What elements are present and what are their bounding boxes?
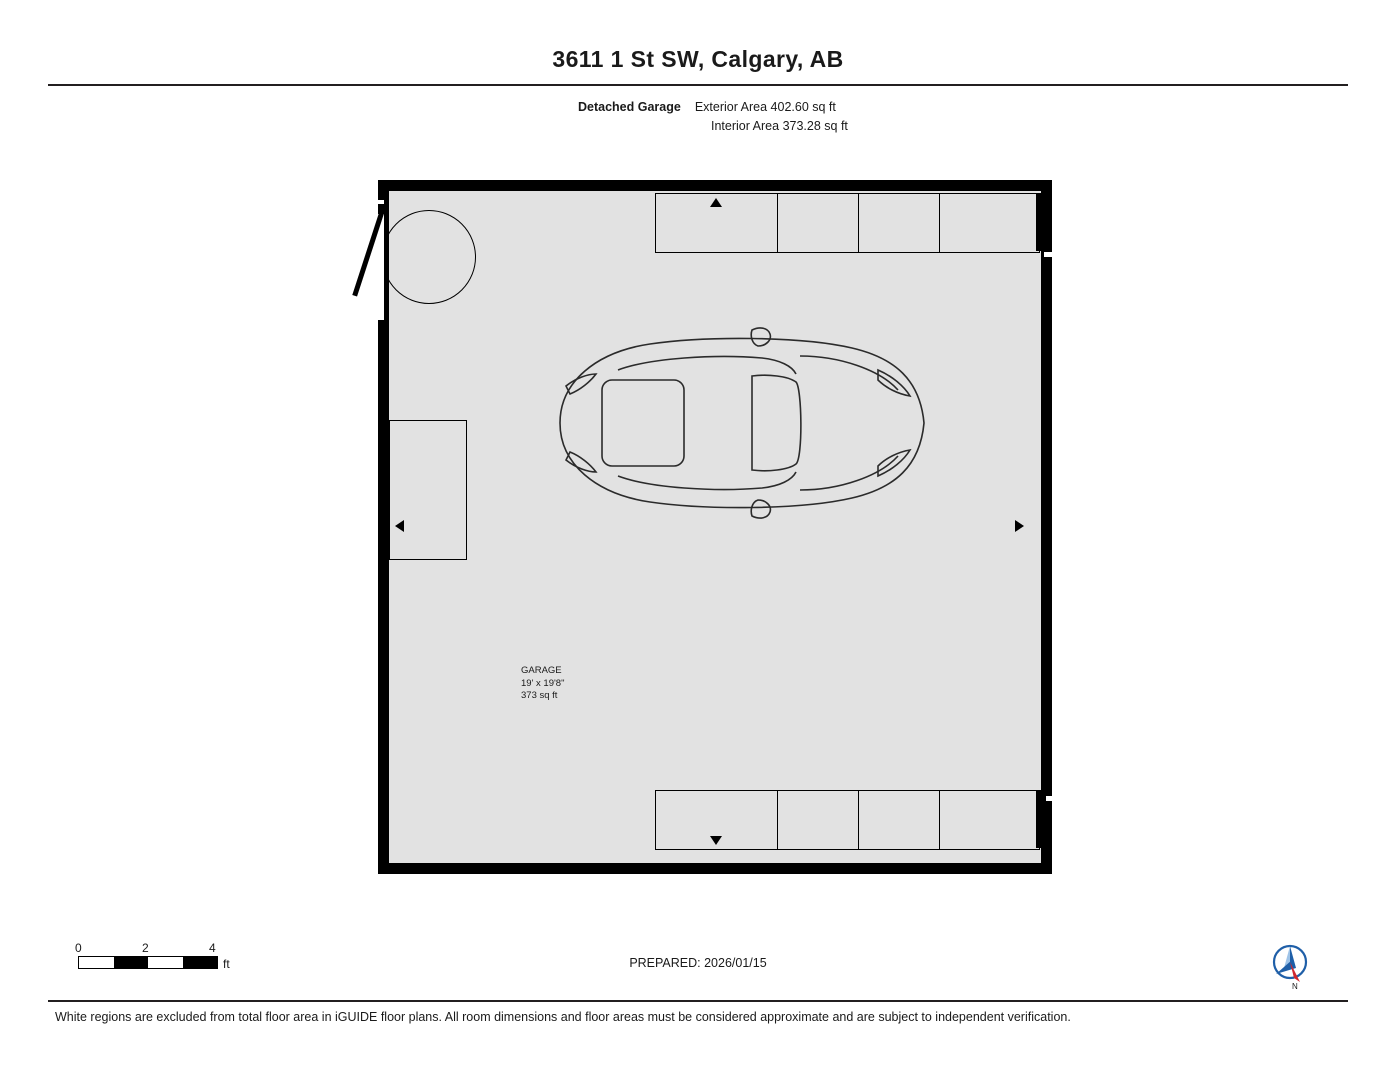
- door-panel: [940, 791, 1039, 849]
- interior-area: Interior Area 373.28 sq ft: [711, 119, 848, 133]
- door-panel: [778, 194, 859, 252]
- level-name: Detached Garage: [578, 100, 681, 114]
- exterior-area: Exterior Area 402.60 sq ft: [694, 100, 836, 114]
- dimension-arrow-left-icon: [395, 520, 404, 532]
- door-jamb: [378, 204, 389, 214]
- scale-tick-2: 2: [142, 941, 149, 955]
- room-name: GARAGE: [521, 665, 562, 676]
- dimension-arrow-up-icon: [710, 198, 722, 207]
- door-panel: [778, 791, 859, 849]
- door-panel: [859, 791, 940, 849]
- door-end-cap-bottom: [1036, 790, 1046, 848]
- dimension-arrow-right-icon: [1015, 520, 1024, 532]
- man-door-swing-icon: [378, 210, 454, 325]
- room-dimensions: 19' x 19'8": [521, 677, 565, 689]
- car-illustration-icon: [500, 308, 950, 538]
- compass-north-label: N: [1292, 982, 1298, 991]
- area-summary: [578, 98, 848, 136]
- interior-fixture: [389, 420, 467, 560]
- exterior-wall-top: [378, 180, 1052, 191]
- room-area: 373 sq ft: [521, 690, 558, 701]
- door-panel: [940, 194, 1039, 252]
- dimension-arrow-down-icon: [710, 836, 722, 845]
- door-swing-arc: [382, 210, 476, 304]
- floor-plan: [378, 180, 1052, 874]
- scale-unit-label: ft: [223, 957, 230, 971]
- compass-rose-icon: [1266, 938, 1314, 994]
- door-panel: [859, 194, 940, 252]
- exterior-wall-bottom: [378, 863, 1052, 874]
- disclaimer-text: White regions are excluded from total floor area in iGUIDE floor plans. All room dimensions and floor areas must be considered approximate and are subject to independent verification.: [55, 1010, 1071, 1024]
- room-label-garage: [521, 665, 564, 703]
- door-end-cap-top: [1036, 193, 1046, 251]
- wall-opening-right-top: [1044, 252, 1054, 257]
- title-divider: [48, 84, 1348, 86]
- prepared-date: PREPARED: 2026/01/15: [629, 956, 767, 970]
- exterior-wall-right: [1041, 180, 1052, 874]
- scale-tick-0: 0: [75, 941, 82, 955]
- scale-tick-4: 4: [209, 941, 216, 955]
- page-title: 3611 1 St SW, Calgary, AB: [552, 46, 844, 72]
